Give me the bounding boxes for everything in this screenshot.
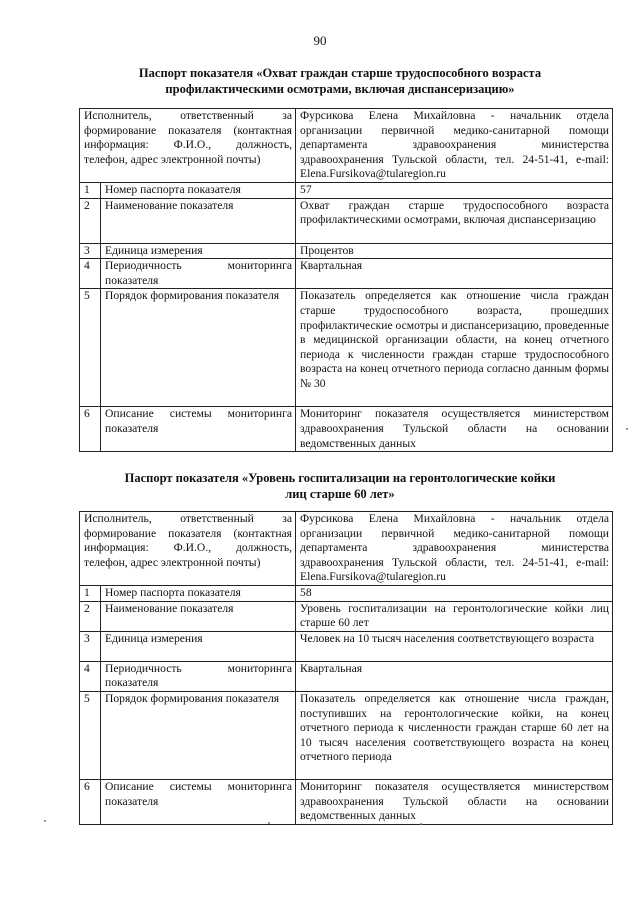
row-label: Наименование показателя [101, 601, 296, 631]
table-row [80, 601, 613, 631]
section-2-title-line-1: Паспорт показателя «Уровень госпитализации на геронтологические койки [124, 471, 556, 485]
row-number: 3 [80, 631, 101, 661]
section-1-title-line-2: профилактическими осмотрами, включая диспансеризацию» [165, 82, 515, 96]
row-number: 6 [80, 407, 101, 452]
row-label: Описание системы мониторинга показателя [101, 779, 296, 824]
row-label: Описание системы мониторинга показателя [101, 407, 296, 452]
table-row [80, 586, 613, 602]
row-number: 2 [80, 601, 101, 631]
table-row [80, 243, 613, 259]
section-2-title [70, 470, 610, 502]
row-value: 58 [296, 586, 613, 602]
row-label: Наименование показателя [101, 198, 296, 243]
row-value: Уровень госпитализации на геронтологические койки лиц старше 60 лет [296, 601, 613, 631]
table-row [80, 661, 613, 691]
row-value: Квартальная [296, 661, 613, 691]
table-row [80, 779, 613, 824]
scan-speck [420, 823, 422, 825]
executor-value: Фурсикова Елена Михайловна - начальник отдела организации первичной медико-санитарной помощи департамента здравоохранения министерства здравоохранения Тульской области, тел. 24-51-41, e-mail: Elena.Fursikova@tularegion.ru [296, 512, 613, 586]
scan-speck [268, 822, 270, 824]
row-number: 6 [80, 779, 101, 824]
row-value: Человек на 10 тысяч населения соответствующего возраста [296, 631, 613, 661]
row-value: Показатель определяется как отношение числа граждан старше трудоспособного возраста, прошедших профилактические осмотры и диспансеризацию, проведенные в медицинской организации области, на конец отчетного периода к численности граждан старше трудоспособного возраста на конец отчетного периода согласно данным формы № 30 [296, 289, 613, 407]
row-value: Мониторинг показателя осуществляется министерством здравоохранения Тульской области на основании ведомственных данных [296, 779, 613, 824]
executor-value: Фурсикова Елена Михайловна - начальник отдела организации первичной медико-санитарной помощи департамента здравоохранения министерства здравоохранения Тульской области, тел. 24-51-41, e-mail: Elena.Fursikova@tularegion.ru [296, 109, 613, 183]
row-label: Порядок формирования показателя [101, 691, 296, 779]
table-row-executor [80, 512, 613, 586]
row-number: 3 [80, 243, 101, 259]
row-value: 57 [296, 183, 613, 199]
row-label: Порядок формирования показателя [101, 289, 296, 407]
row-number: 1 [80, 183, 101, 199]
section-1-title-line-1: Паспорт показателя «Охват граждан старше трудоспособного возраста [138, 66, 542, 80]
row-value: Мониторинг показателя осуществляется министерством здравоохранения Тульской области на основании ведомственных данных [296, 407, 613, 452]
table-row [80, 691, 613, 779]
table-row [80, 198, 613, 243]
row-value: Охват граждан старше трудоспособного возраста профилактическими осмотрами, включая диспансеризацию [296, 198, 613, 243]
scan-speck [626, 428, 628, 430]
passport-table-58 [79, 511, 613, 825]
row-number: 2 [80, 198, 101, 243]
executor-label: Исполнитель, ответственный за формирование показателя (контактная информация: Ф.И.О., должность, телефон, адрес электронной почты) [80, 512, 296, 586]
row-number: 5 [80, 289, 101, 407]
passport-table-57 [79, 108, 613, 452]
page-number: 90 [313, 33, 327, 48]
row-value: Показатель определяется как отношение числа граждан, поступивших на геронтологические койки, на конец отчетного периода к численности граждан старше 60 лет на 10 тысяч населения соответствующего возраста на конец отчетного периода [296, 691, 613, 779]
row-number: 5 [80, 691, 101, 779]
table-row [80, 259, 613, 289]
row-value: Квартальная [296, 259, 613, 289]
executor-label: Исполнитель, ответственный за формирование показателя (контактная информация: Ф.И.О., должность, телефон, адрес электронной почты) [80, 109, 296, 183]
row-value: Процентов [296, 243, 613, 259]
row-number: 4 [80, 661, 101, 691]
row-label: Периодичность мониторинга показателя [101, 259, 296, 289]
table-row [80, 289, 613, 407]
table-row [80, 183, 613, 199]
table-row [80, 631, 613, 661]
row-label: Единица измерения [101, 243, 296, 259]
row-number: 4 [80, 259, 101, 289]
section-1-title [70, 65, 610, 97]
row-label: Периодичность мониторинга показателя [101, 661, 296, 691]
row-number: 1 [80, 586, 101, 602]
scan-speck [44, 820, 46, 822]
section-2-title-line-2: лиц старше 60 лет» [285, 487, 395, 501]
row-label: Номер паспорта показателя [101, 183, 296, 199]
table-row [80, 407, 613, 452]
row-label: Единица измерения [101, 631, 296, 661]
row-label: Номер паспорта показателя [101, 586, 296, 602]
table-row-executor [80, 109, 613, 183]
